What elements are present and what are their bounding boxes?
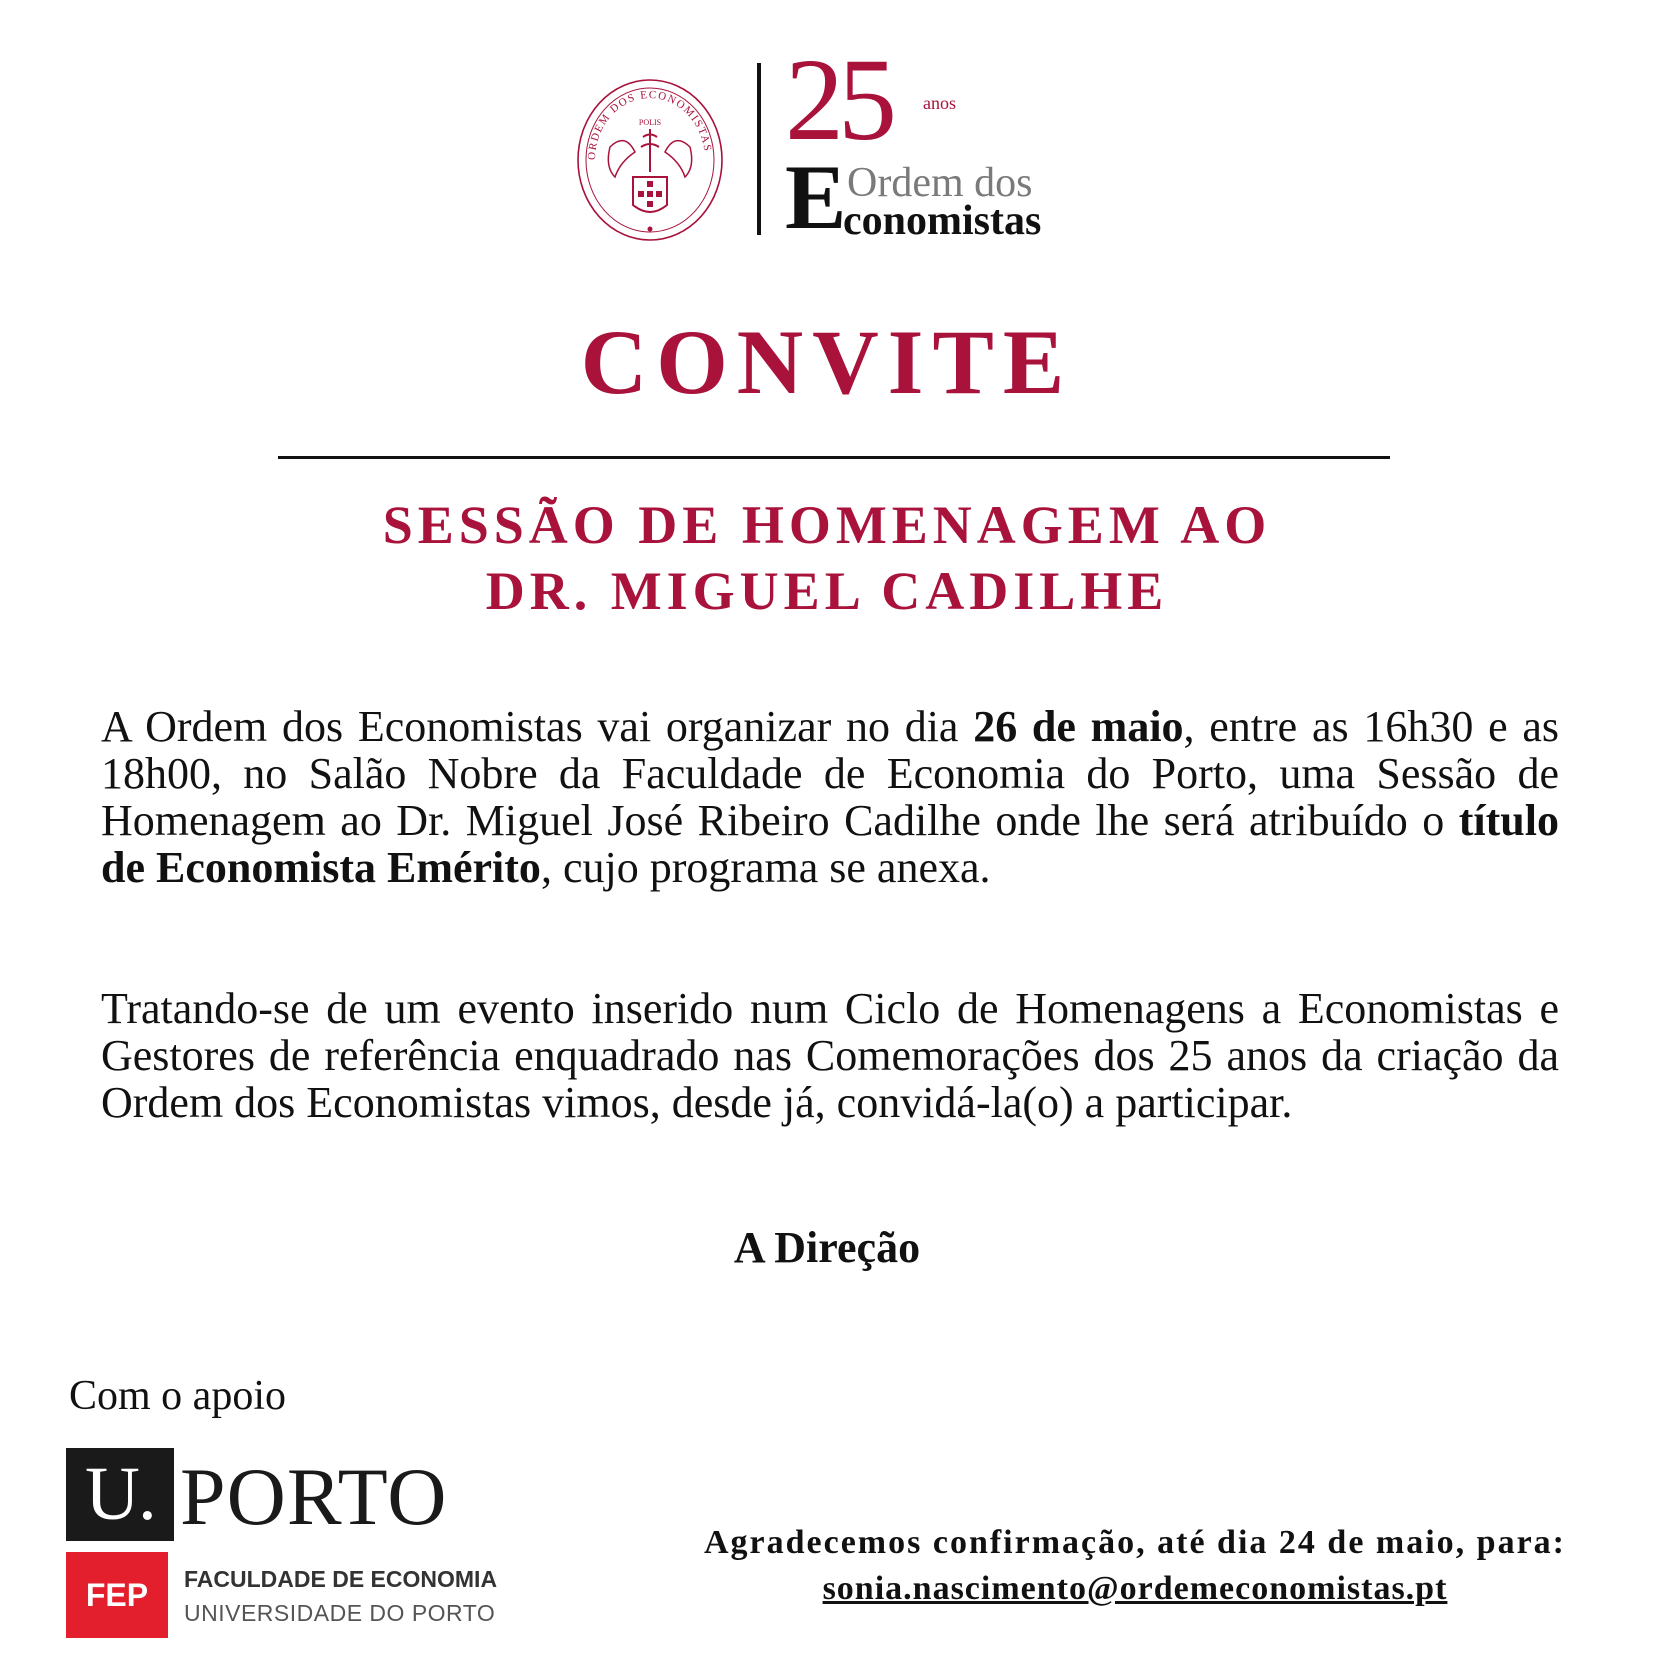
support-label: Com o apoio [69, 1373, 286, 1419]
rsvp-block [640, 1520, 1630, 1612]
header-logo [575, 34, 1095, 248]
anniversary-anos: anos [923, 93, 956, 113]
signoff: A Direção [733, 1223, 921, 1272]
subtitle [0, 492, 1654, 624]
uporto-logo [66, 1448, 566, 1638]
fep-line2: UNIVERSIDADE DO PORTO [184, 1600, 496, 1626]
p1-text-e: , cujo programa se anexa. [540, 843, 991, 892]
anniversary-number: 25 [785, 34, 891, 165]
svg-text:ORDEM DOS ECONOMISTAS: ORDEM DOS ECONOMISTAS [585, 88, 714, 161]
p1-text-c: , entre as 16h30 e as 18h00, no Salão Nobre da Faculdade de Economia do Porto, uma Sessão de Homenagem ao Dr. Miguel José Ribeiro Cadilhe onde lhe será atribuído o [101, 702, 1559, 845]
page-title: CONVITE [580, 311, 1074, 413]
brand-line1: Ordem dos [847, 160, 1033, 206]
rsvp-text: Agradecemos confirmação, até dia 24 de maio, para: [703, 1524, 1566, 1561]
ordem-seal-icon [575, 77, 725, 243]
brand-initial: E [785, 146, 847, 248]
body-paragraph-1 [101, 703, 1559, 891]
event-date: 26 de maio [973, 702, 1184, 751]
svg-text:POLIS: POLIS [638, 118, 662, 127]
fep-line1: FACULDADE DE ECONOMIA [184, 1566, 498, 1592]
body-paragraph-2: Tratando-se de um evento inserido num Ciclo de Homenagens a Economistas e Gestores de referência enquadrado nas Comemorações dos 25 anos da criação da Ordem dos Economistas vimos, desde já, convidá-la(o) a participar. [101, 984, 1559, 1127]
uporto-u-box: U. [66, 1448, 174, 1541]
p1-text-a: A Ordem dos Economistas vai organizar no dia [101, 702, 974, 751]
logo-divider [757, 63, 761, 235]
subtitle-line1: SESSÃO DE HOMENAGEM AO [382, 495, 1272, 555]
brand-line2: conomistas [843, 198, 1042, 244]
rsvp-email-link[interactable]: sonia.nascimento@ordemeconomistas.pt [822, 1570, 1448, 1607]
uporto-porto: PORTO [180, 1451, 448, 1542]
title-divider [278, 456, 1390, 459]
honor-title: título de Economista Emérito [101, 796, 1559, 892]
subtitle-line2: DR. MIGUEL CADILHE [485, 561, 1169, 621]
anniversary-logo [785, 34, 1105, 248]
fep-logo-box: FEP [66, 1552, 168, 1638]
